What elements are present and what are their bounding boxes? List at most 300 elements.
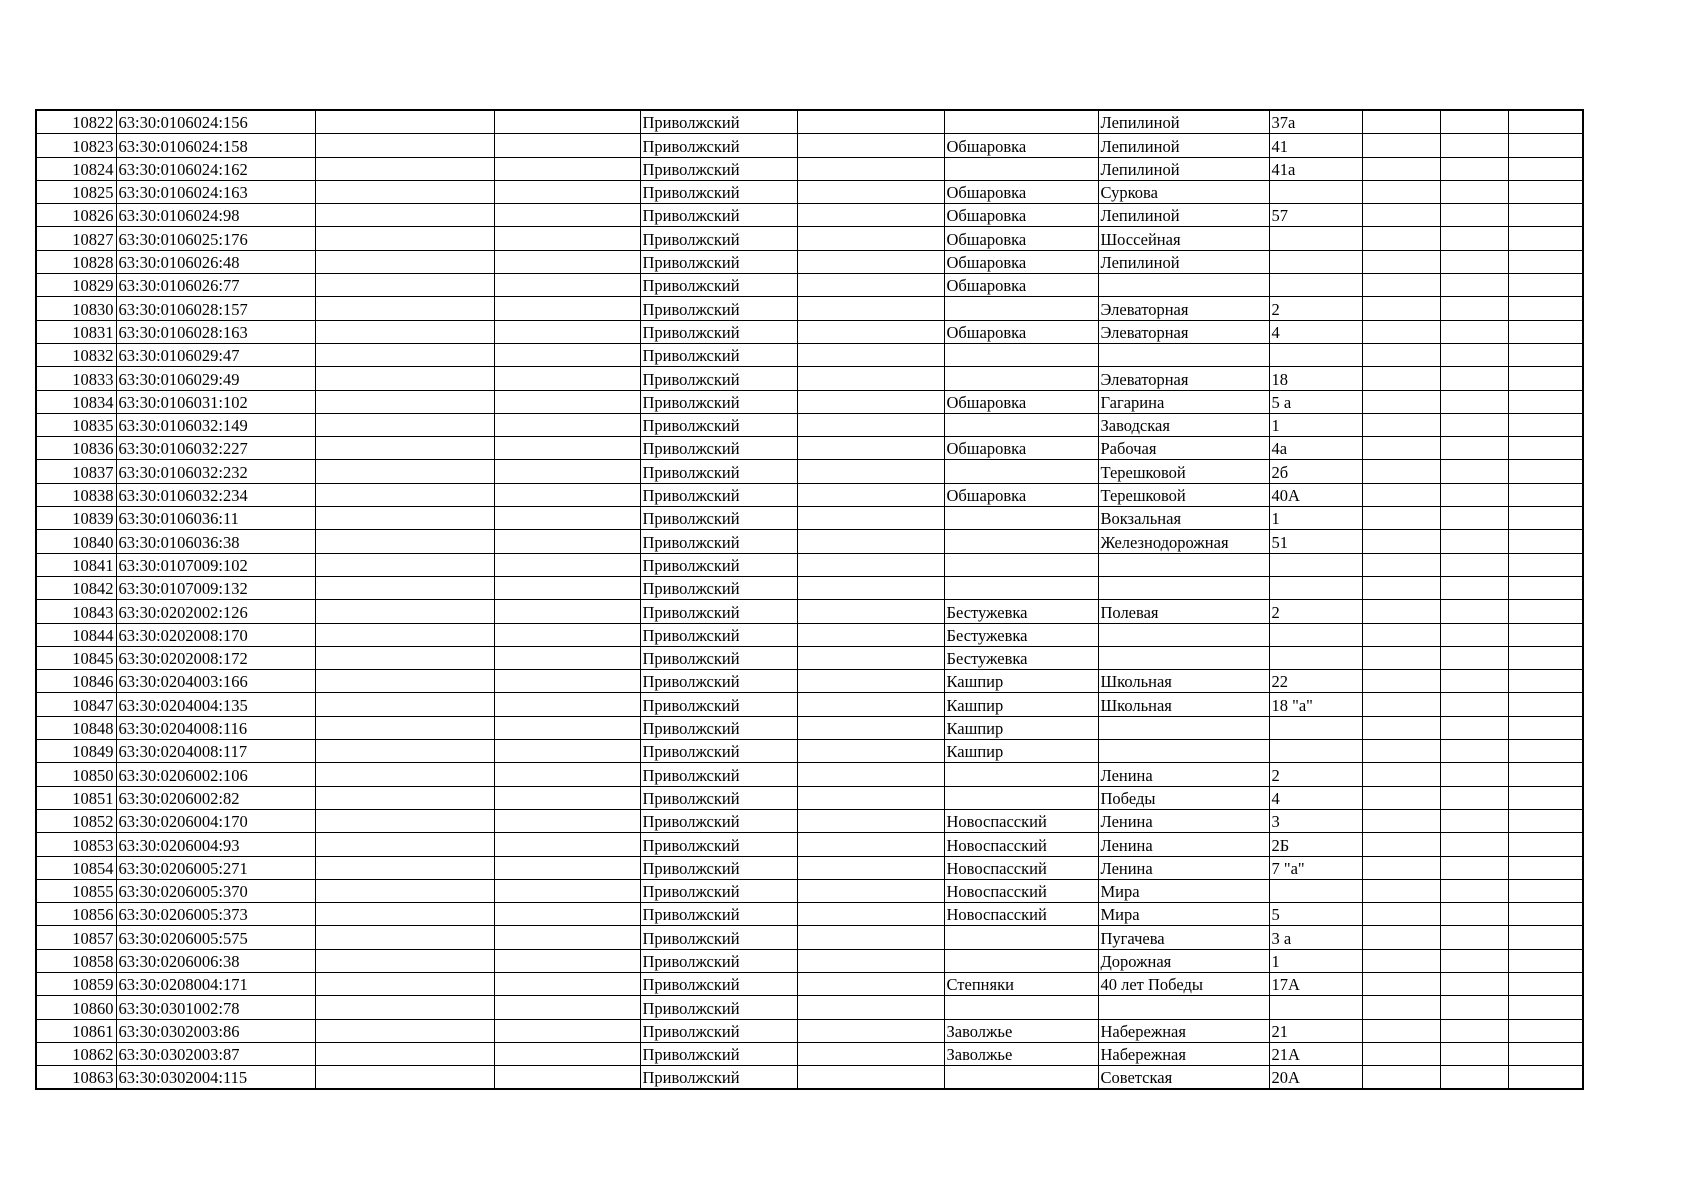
blank-cell-12 [1508,343,1583,366]
table-row [36,600,1583,623]
cadastral-number-cell: 63:30:0106036:38 [116,530,315,553]
blank-cell-11 [1440,786,1508,809]
settlement-cell [944,460,1098,483]
blank-cell-10 [1362,856,1440,879]
cadastral-number-cell: 63:30:0106024:156 [116,110,315,134]
cadastral-number-cell: 63:30:0106029:49 [116,367,315,390]
cadastral-number-cell: 63:30:0106028:163 [116,320,315,343]
blank-cell-11 [1440,903,1508,926]
blank-cell-6 [797,716,944,739]
blank-cell-11 [1440,134,1508,157]
blank-cell-6 [797,320,944,343]
table-row [36,367,1583,390]
blank-cell-6 [797,809,944,832]
blank-cell-11 [1440,670,1508,693]
blank-cell-4 [494,413,640,436]
house-number-cell: 2 [1269,763,1362,786]
blank-cell-3 [315,996,494,1019]
house-number-cell [1269,553,1362,576]
blank-cell-11 [1440,1019,1508,1042]
cadastral-number-cell: 63:30:0107009:102 [116,553,315,576]
cadastral-number-cell: 63:30:0106024:162 [116,157,315,180]
street-cell: Ленина [1098,809,1269,832]
blank-cell-10 [1362,134,1440,157]
table-row [36,180,1583,203]
blank-cell-3 [315,390,494,413]
street-cell: Рабочая [1098,437,1269,460]
record-number-cell: 10844 [36,623,116,646]
house-number-cell: 41а [1269,157,1362,180]
blank-cell-11 [1440,297,1508,320]
street-cell [1098,274,1269,297]
blank-cell-6 [797,483,944,506]
house-number-cell [1269,250,1362,273]
district-cell: Приволжский [640,809,797,832]
blank-cell-10 [1362,670,1440,693]
record-number-cell: 10850 [36,763,116,786]
table-row [36,972,1583,995]
blank-cell-6 [797,600,944,623]
blank-cell-6 [797,553,944,576]
blank-cell-12 [1508,856,1583,879]
house-number-cell [1269,623,1362,646]
street-cell: Вокзальная [1098,507,1269,530]
table-row [36,670,1583,693]
blank-cell-6 [797,996,944,1019]
blank-cell-4 [494,926,640,949]
blank-cell-10 [1362,809,1440,832]
table-row [36,553,1583,576]
record-number-cell: 10830 [36,297,116,320]
settlement-cell: Заволжье [944,1042,1098,1065]
cadastral-number-cell: 63:30:0206005:575 [116,926,315,949]
table-row [36,716,1583,739]
cadastral-number-cell: 63:30:0106036:11 [116,507,315,530]
blank-cell-12 [1508,646,1583,669]
district-cell: Приволжский [640,903,797,926]
settlement-cell: Бестужевка [944,600,1098,623]
settlement-cell: Новоспасский [944,879,1098,902]
district-cell: Приволжский [640,530,797,553]
record-number-cell: 10825 [36,180,116,203]
street-cell: Лепилиной [1098,134,1269,157]
blank-cell-3 [315,670,494,693]
blank-cell-4 [494,1066,640,1090]
house-number-cell: 57 [1269,204,1362,227]
record-number-cell: 10851 [36,786,116,809]
blank-cell-3 [315,763,494,786]
settlement-cell: Обшаровка [944,180,1098,203]
blank-cell-3 [315,413,494,436]
blank-cell-11 [1440,157,1508,180]
record-number-cell: 10853 [36,833,116,856]
settlement-cell [944,507,1098,530]
blank-cell-10 [1362,600,1440,623]
district-cell: Приволжский [640,972,797,995]
blank-cell-4 [494,600,640,623]
district-cell: Приволжский [640,297,797,320]
table-row [36,460,1583,483]
record-number-cell: 10827 [36,227,116,250]
district-cell: Приволжский [640,949,797,972]
blank-cell-4 [494,833,640,856]
blank-cell-10 [1362,903,1440,926]
blank-cell-12 [1508,483,1583,506]
blank-cell-10 [1362,110,1440,134]
street-cell: Лепилиной [1098,110,1269,134]
blank-cell-6 [797,833,944,856]
street-cell [1098,576,1269,599]
blank-cell-3 [315,157,494,180]
blank-cell-11 [1440,693,1508,716]
blank-cell-3 [315,972,494,995]
blank-cell-4 [494,716,640,739]
district-cell: Приволжский [640,833,797,856]
blank-cell-6 [797,274,944,297]
blank-cell-6 [797,903,944,926]
table-row [36,809,1583,832]
settlement-cell [944,1066,1098,1090]
blank-cell-12 [1508,996,1583,1019]
blank-cell-12 [1508,460,1583,483]
settlement-cell: Новоспасский [944,903,1098,926]
table-row [36,343,1583,366]
cadastral-number-cell: 63:30:0106032:232 [116,460,315,483]
house-number-cell [1269,716,1362,739]
blank-cell-3 [315,716,494,739]
blank-cell-4 [494,180,640,203]
blank-cell-10 [1362,530,1440,553]
district-cell: Приволжский [640,553,797,576]
blank-cell-4 [494,297,640,320]
cadastral-number-cell: 63:30:0206005:373 [116,903,315,926]
blank-cell-4 [494,670,640,693]
blank-cell-6 [797,1042,944,1065]
blank-cell-11 [1440,460,1508,483]
record-number-cell: 10860 [36,996,116,1019]
blank-cell-6 [797,693,944,716]
district-cell: Приволжский [640,390,797,413]
blank-cell-3 [315,576,494,599]
blank-cell-11 [1440,437,1508,460]
blank-cell-6 [797,740,944,763]
blank-cell-12 [1508,833,1583,856]
house-number-cell [1269,646,1362,669]
blank-cell-11 [1440,507,1508,530]
house-number-cell: 51 [1269,530,1362,553]
blank-cell-6 [797,763,944,786]
street-cell: Железнодорожная [1098,530,1269,553]
blank-cell-10 [1362,716,1440,739]
settlement-cell [944,413,1098,436]
settlement-cell: Новоспасский [944,833,1098,856]
cadastral-number-cell: 63:30:0202002:126 [116,600,315,623]
blank-cell-12 [1508,786,1583,809]
record-number-cell: 10858 [36,949,116,972]
blank-cell-6 [797,670,944,693]
district-cell: Приволжский [640,996,797,1019]
blank-cell-12 [1508,763,1583,786]
settlement-cell [944,553,1098,576]
blank-cell-10 [1362,250,1440,273]
district-cell: Приволжский [640,1042,797,1065]
street-cell: 40 лет Победы [1098,972,1269,995]
street-cell [1098,343,1269,366]
settlement-cell [944,367,1098,390]
house-number-cell: 2б [1269,460,1362,483]
district-cell: Приволжский [640,670,797,693]
house-number-cell: 37а [1269,110,1362,134]
street-cell: Победы [1098,786,1269,809]
blank-cell-10 [1362,763,1440,786]
house-number-cell: 21А [1269,1042,1362,1065]
district-cell: Приволжский [640,134,797,157]
blank-cell-11 [1440,926,1508,949]
district-cell: Приволжский [640,180,797,203]
blank-cell-12 [1508,1019,1583,1042]
house-number-cell: 40А [1269,483,1362,506]
settlement-cell: Обшаровка [944,250,1098,273]
blank-cell-11 [1440,763,1508,786]
blank-cell-4 [494,227,640,250]
blank-cell-4 [494,809,640,832]
district-cell: Приволжский [640,227,797,250]
blank-cell-12 [1508,530,1583,553]
blank-cell-3 [315,926,494,949]
cadastral-number-cell: 63:30:0106024:98 [116,204,315,227]
blank-cell-6 [797,204,944,227]
street-cell: Гагарина [1098,390,1269,413]
house-number-cell: 3 [1269,809,1362,832]
house-number-cell: 5 а [1269,390,1362,413]
registry-sheet [35,109,1584,1090]
house-number-cell: 41 [1269,134,1362,157]
street-cell [1098,716,1269,739]
blank-cell-11 [1440,274,1508,297]
cadastral-number-cell: 63:30:0301002:78 [116,996,315,1019]
settlement-cell: Заволжье [944,1019,1098,1042]
house-number-cell [1269,343,1362,366]
record-number-cell: 10840 [36,530,116,553]
record-number-cell: 10842 [36,576,116,599]
settlement-cell: Кашпир [944,716,1098,739]
street-cell [1098,646,1269,669]
record-number-cell: 10829 [36,274,116,297]
registry-body [36,110,1583,1089]
cadastral-number-cell: 63:30:0106025:176 [116,227,315,250]
blank-cell-6 [797,134,944,157]
blank-cell-12 [1508,320,1583,343]
blank-cell-10 [1362,507,1440,530]
blank-cell-3 [315,180,494,203]
blank-cell-12 [1508,576,1583,599]
blank-cell-11 [1440,367,1508,390]
record-number-cell: 10839 [36,507,116,530]
table-row [36,227,1583,250]
blank-cell-10 [1362,623,1440,646]
blank-cell-11 [1440,1066,1508,1090]
street-cell: Школьная [1098,670,1269,693]
table-row [36,833,1583,856]
blank-cell-10 [1362,740,1440,763]
blank-cell-6 [797,157,944,180]
blank-cell-4 [494,1019,640,1042]
settlement-cell [944,996,1098,1019]
blank-cell-11 [1440,180,1508,203]
street-cell: Школьная [1098,693,1269,716]
district-cell: Приволжский [640,413,797,436]
blank-cell-10 [1362,553,1440,576]
record-number-cell: 10852 [36,809,116,832]
blank-cell-3 [315,1042,494,1065]
street-cell: Терешковой [1098,460,1269,483]
house-number-cell [1269,740,1362,763]
blank-cell-3 [315,460,494,483]
blank-cell-3 [315,903,494,926]
record-number-cell: 10832 [36,343,116,366]
cadastral-number-cell: 63:30:0206005:271 [116,856,315,879]
table-row [36,996,1583,1019]
blank-cell-4 [494,204,640,227]
blank-cell-3 [315,856,494,879]
blank-cell-10 [1362,157,1440,180]
street-cell: Ленина [1098,856,1269,879]
table-row [36,693,1583,716]
blank-cell-10 [1362,227,1440,250]
street-cell: Лепилиной [1098,250,1269,273]
blank-cell-11 [1440,833,1508,856]
blank-cell-3 [315,786,494,809]
table-row [36,623,1583,646]
blank-cell-6 [797,250,944,273]
blank-cell-10 [1362,833,1440,856]
blank-cell-6 [797,390,944,413]
blank-cell-12 [1508,274,1583,297]
blank-cell-4 [494,367,640,390]
table-row [36,1019,1583,1042]
house-number-cell: 1 [1269,413,1362,436]
record-number-cell: 10859 [36,972,116,995]
cadastral-number-cell: 63:30:0208004:171 [116,972,315,995]
cadastral-number-cell: 63:30:0106032:149 [116,413,315,436]
cadastral-number-cell: 63:30:0106032:234 [116,483,315,506]
house-number-cell: 2 [1269,600,1362,623]
blank-cell-12 [1508,250,1583,273]
street-cell: Терешковой [1098,483,1269,506]
record-number-cell: 10845 [36,646,116,669]
blank-cell-10 [1362,460,1440,483]
record-number-cell: 10847 [36,693,116,716]
blank-cell-6 [797,949,944,972]
blank-cell-12 [1508,390,1583,413]
blank-cell-4 [494,949,640,972]
record-number-cell: 10843 [36,600,116,623]
cadastral-number-cell: 63:30:0206005:370 [116,879,315,902]
blank-cell-12 [1508,180,1583,203]
district-cell: Приволжский [640,879,797,902]
street-cell: Элеваторная [1098,367,1269,390]
district-cell: Приволжский [640,600,797,623]
blank-cell-11 [1440,343,1508,366]
blank-cell-4 [494,343,640,366]
house-number-cell: 2Б [1269,833,1362,856]
cadastral-number-cell: 63:30:0204008:116 [116,716,315,739]
district-cell: Приволжский [640,250,797,273]
house-number-cell [1269,274,1362,297]
blank-cell-11 [1440,553,1508,576]
settlement-cell [944,949,1098,972]
blank-cell-11 [1440,530,1508,553]
record-number-cell: 10857 [36,926,116,949]
settlement-cell [944,297,1098,320]
blank-cell-3 [315,250,494,273]
district-cell: Приволжский [640,274,797,297]
district-cell: Приволжский [640,367,797,390]
blank-cell-6 [797,786,944,809]
blank-cell-10 [1362,483,1440,506]
blank-cell-12 [1508,437,1583,460]
record-number-cell: 10824 [36,157,116,180]
table-row [36,413,1583,436]
cadastral-number-cell: 63:30:0107009:132 [116,576,315,599]
blank-cell-3 [315,553,494,576]
blank-cell-10 [1362,693,1440,716]
blank-cell-10 [1362,390,1440,413]
table-row [36,740,1583,763]
blank-cell-3 [315,646,494,669]
district-cell: Приволжский [640,157,797,180]
blank-cell-10 [1362,1019,1440,1042]
street-cell: Полевая [1098,600,1269,623]
cadastral-number-cell: 63:30:0106026:77 [116,274,315,297]
cadastral-number-cell: 63:30:0206002:106 [116,763,315,786]
house-number-cell [1269,996,1362,1019]
house-number-cell [1269,227,1362,250]
district-cell: Приволжский [640,576,797,599]
cadastral-number-cell: 63:30:0204004:135 [116,693,315,716]
blank-cell-4 [494,646,640,669]
house-number-cell: 3 а [1269,926,1362,949]
blank-cell-10 [1362,204,1440,227]
blank-cell-11 [1440,227,1508,250]
blank-cell-6 [797,110,944,134]
blank-cell-12 [1508,1042,1583,1065]
blank-cell-6 [797,367,944,390]
blank-cell-10 [1362,367,1440,390]
blank-cell-12 [1508,600,1583,623]
blank-cell-11 [1440,972,1508,995]
street-cell: Пугачева [1098,926,1269,949]
cadastral-number-cell: 63:30:0106029:47 [116,343,315,366]
blank-cell-3 [315,623,494,646]
blank-cell-4 [494,390,640,413]
district-cell: Приволжский [640,437,797,460]
street-cell: Лепилиной [1098,204,1269,227]
table-row [36,856,1583,879]
settlement-cell: Кашпир [944,693,1098,716]
blank-cell-4 [494,110,640,134]
blank-cell-10 [1362,786,1440,809]
blank-cell-10 [1362,437,1440,460]
blank-cell-6 [797,507,944,530]
district-cell: Приволжский [640,623,797,646]
blank-cell-11 [1440,716,1508,739]
blank-cell-4 [494,903,640,926]
blank-cell-3 [315,693,494,716]
blank-cell-6 [797,437,944,460]
blank-cell-4 [494,1042,640,1065]
blank-cell-6 [797,180,944,203]
